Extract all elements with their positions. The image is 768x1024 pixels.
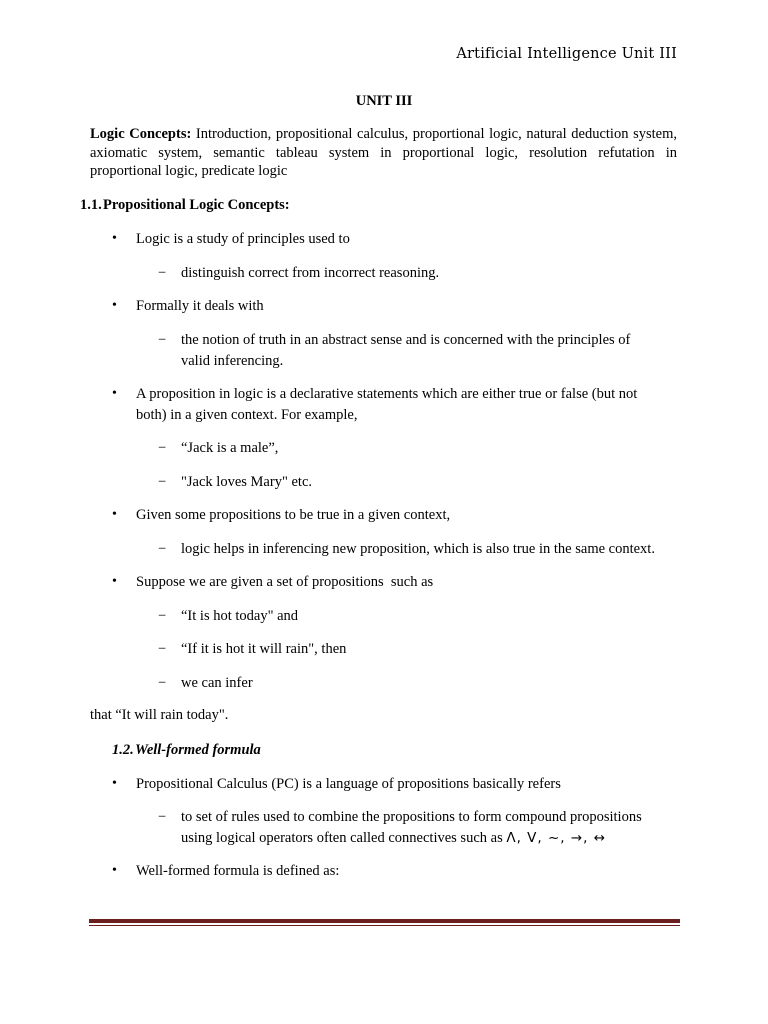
bullet-icon: •	[112, 231, 117, 246]
bullet-icon: •	[112, 574, 117, 589]
footer-rule	[89, 919, 680, 926]
dash-icon: −	[158, 641, 167, 657]
bullet-text: Propositional Calculus (PC) is a language of propositions basically refers	[136, 776, 561, 792]
sub-item-text: “If it is hot it will rain", then	[181, 641, 347, 657]
dash-icon: −	[158, 541, 167, 557]
sub-item-text: “It is hot today" and	[181, 608, 299, 624]
bullet-text: Well-formed formula is defined as:	[136, 863, 340, 879]
sub-item-text: “Jack is a male”,	[181, 440, 279, 456]
intro-paragraph	[90, 125, 677, 181]
bullet-text: A proposition in logic is a declarative statements which are either true or false (but not both) in a given context. For example,	[136, 386, 638, 423]
section-heading-1	[80, 197, 290, 214]
sub-item-text: logic helps in inferencing new proposition, which is also true in the same context.	[181, 541, 655, 557]
section-number: 1.2.	[112, 742, 134, 758]
section-heading-2	[112, 742, 261, 759]
bullet-text: Suppose we are given a set of propositions such as	[136, 574, 434, 590]
sub-item-body: to set of rules used to combine the propositions to form compound propositions using logical operators often called connectives such as	[181, 809, 642, 846]
conclusion-text: that “It will rain today".	[90, 707, 229, 723]
sub-item-text: distinguish correct from incorrect reasoning.	[181, 265, 440, 281]
running-header: Artificial Intelligence Unit III	[456, 46, 677, 62]
bullet-text: Given some propositions to be true in a given context,	[136, 507, 451, 523]
footer-rule-thin	[89, 925, 680, 926]
section-title: Propositional Logic Concepts:	[103, 197, 290, 213]
dash-icon: −	[158, 265, 167, 281]
dash-icon: −	[158, 675, 167, 691]
section-title: Well-formed formula	[135, 742, 261, 758]
dash-icon: −	[158, 440, 167, 456]
bullet-icon: •	[112, 298, 117, 313]
bullet-text: Formally it deals with	[136, 298, 264, 314]
intro-label: Logic Concepts:	[90, 126, 192, 142]
footer-rule-thick	[89, 919, 680, 923]
sub-item-text: the notion of truth in an abstract sense and is concerned with the principles of valid inferencing.	[181, 332, 631, 369]
sub-item-text: "Jack loves Mary" etc.	[181, 474, 313, 490]
bullet-icon: •	[112, 386, 117, 401]
page-title: UNIT III	[355, 93, 413, 109]
dash-icon: −	[158, 332, 167, 348]
dash-icon: −	[158, 474, 167, 490]
dash-icon: −	[158, 608, 167, 624]
bullet-text: Logic is a study of principles used to	[136, 231, 350, 247]
sub-item-text: we can infer	[181, 675, 253, 691]
connective-symbols: Λ, V, ~, →, ↔	[506, 829, 607, 846]
intro-text: Introduction, propositional calculus, proportional logic, natural deduction system, axiomatic system, semantic tableau system in proportional logic, resolution refutation in proportional logic, predicate logic	[90, 126, 677, 179]
section-number: 1.1.	[80, 197, 102, 213]
bullet-icon: •	[112, 507, 117, 522]
sub-item-text	[181, 807, 671, 848]
bullet-icon: •	[112, 776, 117, 791]
dash-icon: −	[158, 809, 167, 825]
bullet-icon: •	[112, 863, 117, 878]
